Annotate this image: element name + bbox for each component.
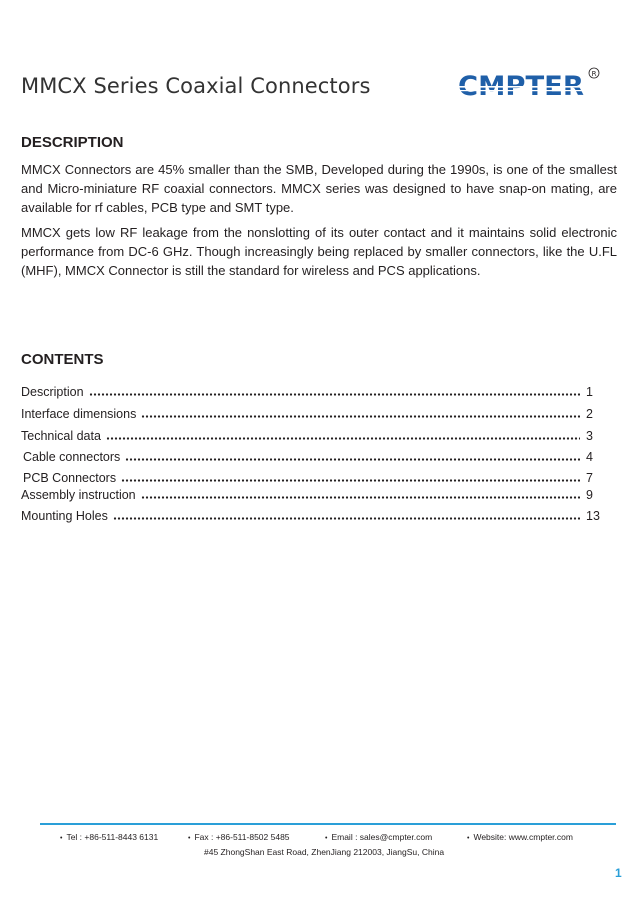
footer-email[interactable] — [325, 832, 432, 842]
toc-page: 2 — [586, 407, 593, 421]
toc-item-description[interactable] — [21, 383, 608, 399]
footer-fax — [188, 832, 290, 842]
toc-item-technical-data[interactable] — [21, 427, 608, 443]
bullet-icon: • — [325, 835, 328, 842]
toc-page: 4 — [586, 450, 593, 464]
toc-label: Description — [21, 385, 84, 399]
toc-item-interface-dimensions[interactable] — [21, 405, 608, 421]
website-link[interactable]: Website: www.cmpter.com — [473, 832, 573, 842]
toc-page: 13 — [586, 509, 600, 523]
footer-website[interactable] — [467, 832, 573, 842]
toc-item-cable-connectors[interactable] — [23, 448, 608, 464]
toc-page: 9 — [586, 488, 593, 502]
bullet-icon: • — [467, 835, 470, 842]
toc-page: 3 — [586, 429, 593, 443]
toc-label: PCB Connectors — [23, 471, 117, 485]
email-link[interactable]: Email : sales@cmpter.com — [331, 832, 433, 842]
document-title: MMCX Series Coaxial Connectors — [21, 74, 371, 98]
toc-leader — [106, 437, 580, 440]
toc-label: Cable connectors — [23, 450, 121, 464]
page-number: 1 — [615, 866, 622, 880]
bullet-icon: • — [60, 835, 63, 842]
toc-leader — [125, 458, 580, 461]
footer-address: #45 ZhongShan East Road, ZhenJiang 212003, JiangSu, China — [204, 847, 445, 857]
toc-item-mounting-holes[interactable] — [21, 507, 608, 523]
toc-label: Mounting Holes — [21, 509, 108, 523]
contents-heading: CONTENTS — [21, 351, 104, 368]
description-paragraph-1: MMCX Connectors are 45% smaller than the SMB, Developed during the 1990s, is one of the smallest and Micro-miniature RF coaxial connectors. MMCX series was designed to have snap-on mating, are available for rf cables, PCB type and SMT type. — [21, 162, 617, 215]
cmpter-logo — [456, 64, 606, 102]
toc-leader — [141, 496, 580, 499]
toc-leader — [89, 393, 580, 396]
footer-divider — [40, 823, 616, 825]
toc-page: 1 — [586, 385, 593, 399]
toc-item-pcb-connectors[interactable] — [23, 469, 608, 485]
fax-text: Fax : +86-511-8502 5485 — [194, 832, 290, 842]
toc-label: Interface dimensions — [21, 407, 137, 421]
toc-label: Assembly instruction — [21, 488, 136, 502]
bullet-icon: • — [188, 835, 191, 842]
description-heading: DESCRIPTION — [21, 134, 124, 151]
toc-leader — [121, 479, 580, 482]
toc-page: 7 — [586, 471, 593, 485]
toc-item-assembly-instruction[interactable] — [21, 486, 608, 502]
tel-text: Tel : +86-511-8443 6131 — [66, 832, 159, 842]
footer-tel — [60, 832, 158, 842]
toc-label: Technical data — [21, 429, 101, 443]
description-paragraph-2: MMCX gets low RF leakage from the nonslotting of its outer contact and it maintains solid electronic performance from DC-6 GHz. Though increasingly being replaced by smaller connectors, like the U.FL (MHF), MMCX Connector is still the standard for wireless and PCS applications. — [21, 225, 617, 278]
toc-leader — [113, 517, 580, 520]
registered-letter: R — [591, 70, 597, 78]
toc-leader — [141, 415, 580, 418]
